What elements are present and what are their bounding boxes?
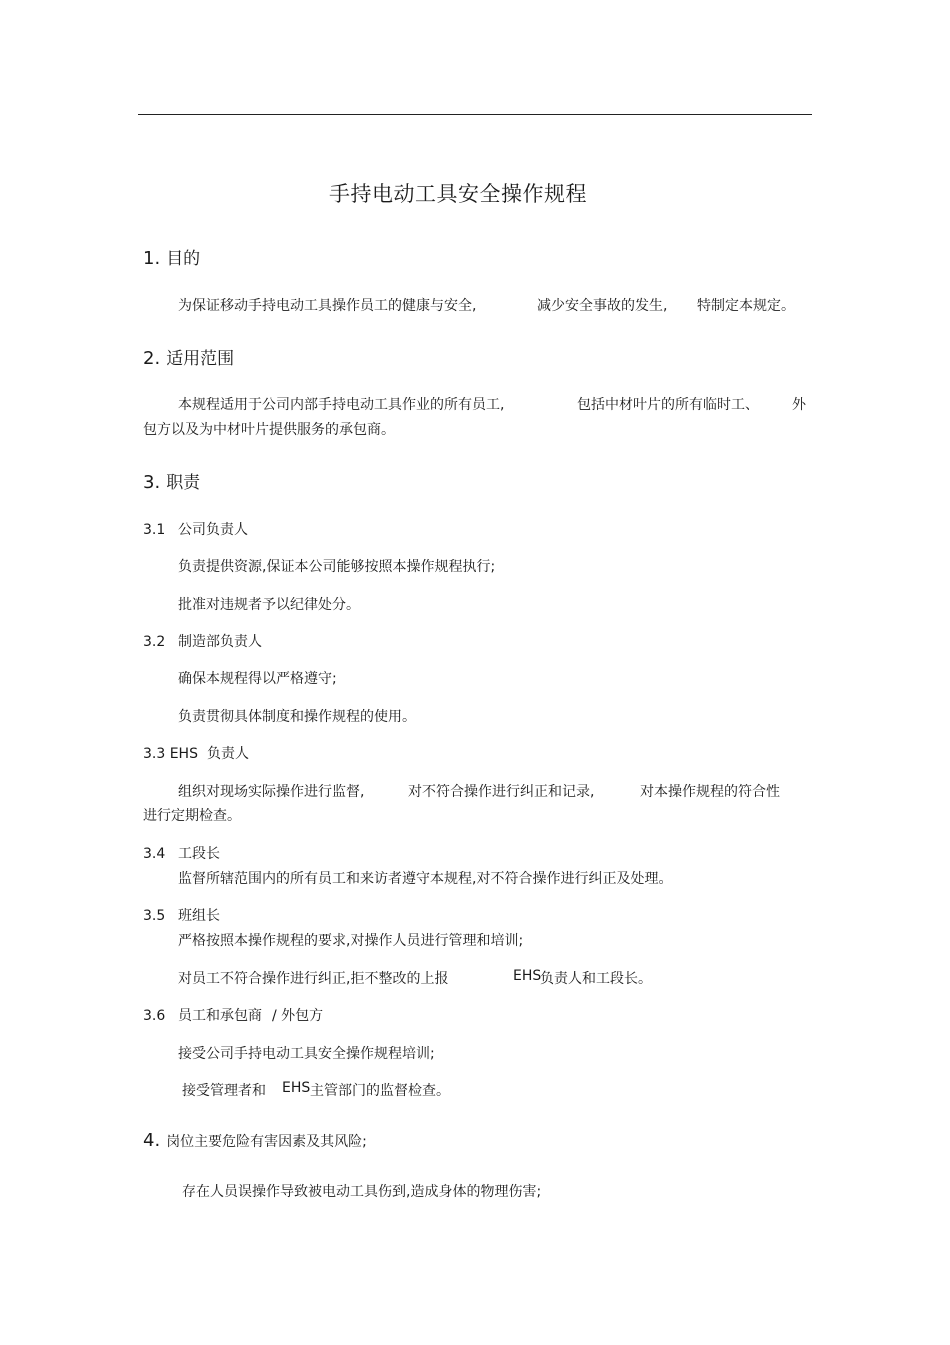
paragraph-purpose-c: 特制定本规定。 <box>697 298 795 314</box>
subsection-3-2-heading <box>143 631 262 651</box>
section-4-heading <box>143 1130 367 1151</box>
duty-line-c: 对本操作规程的符合性 <box>640 784 780 800</box>
duty-line-a: 接受管理者和 <box>182 1083 266 1099</box>
subsection-number: 3.2 <box>143 634 166 650</box>
duty-line: 进行定期检查。 <box>143 808 241 824</box>
duty-line: 监督所辖范围内的所有员工和来访者遵守本规程,对不符合操作进行纠正及处理。 <box>178 871 673 887</box>
paragraph-scope-c: 外 <box>792 397 806 413</box>
section-title: 目的 <box>166 249 201 269</box>
subsection-title: 制造部负责人 <box>178 634 262 650</box>
duty-line-c: 主管部门的监督检查。 <box>310 1083 450 1099</box>
section-number: 2. <box>143 348 161 369</box>
duty-line-a: 组织对现场实际操作进行监督, <box>178 784 365 800</box>
subsection-title: 班组长 <box>178 908 220 924</box>
subsection-number: 3.4 <box>143 846 166 862</box>
subsection-3-1-heading <box>143 519 248 539</box>
subsection-3-5-heading <box>143 905 220 925</box>
subsection-number: 3.1 <box>143 522 166 538</box>
subsection-title: 员工和承包商 <box>178 1008 262 1024</box>
duty-line: 负责贯彻具体制度和操作规程的使用。 <box>178 709 416 725</box>
duty-line-b: EHS <box>282 1080 311 1096</box>
section-number: 3. <box>143 472 161 493</box>
duty-line-b: EHS <box>513 968 542 984</box>
duty-line: 接受公司手持电动工具安全操作规程培训; <box>178 1046 435 1062</box>
subsection-title: 公司负责人 <box>178 522 248 538</box>
section-2-heading <box>143 344 234 369</box>
subsection-number: 3.6 <box>143 1008 166 1024</box>
section-title: 岗位主要危险有害因素及其风险; <box>166 1134 367 1150</box>
duty-line-c: 负责人和工段长。 <box>540 971 652 987</box>
duty-line: 确保本规程得以严格遵守; <box>178 671 337 687</box>
subsection-title: 负责人 <box>206 746 249 762</box>
header-rule <box>138 114 812 115</box>
paragraph-scope-b: 包括中材叶片的所有临时工、 <box>577 397 759 413</box>
section-number: 4. <box>143 1130 161 1151</box>
subsection-number: 3.5 <box>143 908 166 924</box>
paragraph-purpose-a: 为保证移动手持电动工具操作员工的健康与安全, <box>178 298 477 314</box>
document-title: 手持电动工具安全操作规程 <box>329 182 587 206</box>
subsection-3-3-heading <box>143 743 249 763</box>
duty-line-b: 对不符合操作进行纠正和记录, <box>408 784 595 800</box>
duty-line: 批准对违规者予以纪律处分。 <box>178 597 360 613</box>
section-title: 适用范围 <box>166 349 235 369</box>
section-number: 1. <box>143 248 161 269</box>
duty-line-a: 对员工不符合操作进行纠正,拒不整改的上报 <box>178 971 449 987</box>
hazard-line: 存在人员误操作导致被电动工具伤到,造成身体的物理伤害; <box>182 1184 542 1200</box>
paragraph-scope-d: 包方以及为中材叶片提供服务的承包商。 <box>143 422 395 438</box>
section-3-heading <box>143 468 200 493</box>
paragraph-purpose-b: 减少安全事故的发生, <box>537 298 668 314</box>
duty-line: 负责提供资源,保证本公司能够按照本操作规程执行; <box>178 559 496 575</box>
subsection-3-6-heading <box>143 1005 323 1025</box>
section-1-heading <box>143 244 200 269</box>
duty-line: 严格按照本操作规程的要求,对操作人员进行管理和培训; <box>178 933 524 949</box>
subsection-title-suffix: / 外包方 <box>272 1008 324 1024</box>
section-title: 职责 <box>166 473 201 493</box>
subsection-number: 3.3 EHS <box>143 746 198 762</box>
subsection-title: 工段长 <box>178 846 220 862</box>
paragraph-scope-a: 本规程适用于公司内部手持电动工具作业的所有员工, <box>178 397 505 413</box>
subsection-3-4-heading <box>143 843 220 863</box>
